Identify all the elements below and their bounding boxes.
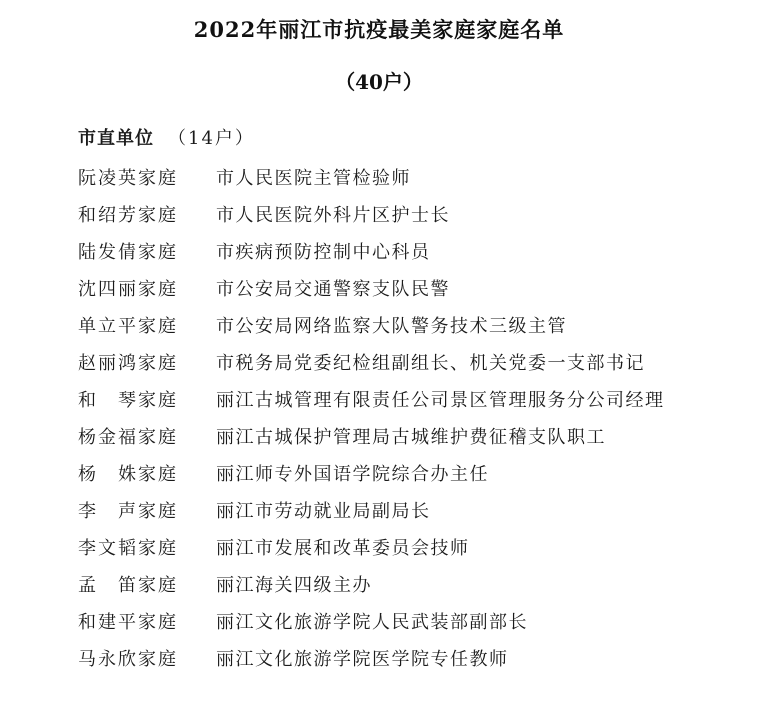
family-name: 李 声家庭 bbox=[78, 500, 178, 522]
list-item bbox=[78, 380, 738, 417]
section-name: 市直单位 bbox=[78, 128, 154, 149]
list-item bbox=[78, 306, 738, 343]
family-description: 市公安局交通警察支队民警 bbox=[216, 278, 450, 300]
list-item bbox=[78, 232, 738, 269]
family-name: 陆发倩家庭 bbox=[78, 241, 178, 263]
family-description: 丽江师专外国语学院综合办主任 bbox=[216, 463, 489, 485]
family-name: 和绍芳家庭 bbox=[78, 204, 178, 226]
family-description: 市税务局党委纪检组副组长、机关党委一支部书记 bbox=[216, 352, 645, 374]
family-description: 丽江市劳动就业局副局长 bbox=[216, 500, 431, 522]
family-name: 和 琴家庭 bbox=[78, 389, 178, 411]
family-name: 和建平家庭 bbox=[78, 611, 178, 633]
family-description: 丽江古城保护管理局古城维护费征稽支队职工 bbox=[216, 426, 606, 448]
family-name: 单立平家庭 bbox=[78, 315, 178, 337]
document-title: 2022年丽江市抗疫最美家庭家庭名单 bbox=[193, 17, 565, 42]
list-item bbox=[78, 528, 738, 565]
family-description: 丽江文化旅游学院医学院专任教师 bbox=[216, 648, 509, 670]
family-name: 沈四丽家庭 bbox=[78, 278, 178, 300]
family-description: 丽江古城管理有限责任公司景区管理服务分公司经理 bbox=[216, 389, 665, 411]
list-item bbox=[78, 195, 738, 232]
family-name: 杨 姝家庭 bbox=[78, 463, 178, 485]
family-description: 市公安局网络监察大队警务技术三级主管 bbox=[216, 315, 567, 337]
family-description: 丽江文化旅游学院人民武装部副部长 bbox=[216, 611, 528, 633]
list-item bbox=[78, 417, 738, 454]
section-header bbox=[78, 124, 255, 150]
list-item bbox=[78, 639, 738, 676]
family-name: 阮凌英家庭 bbox=[78, 167, 178, 189]
list-item bbox=[78, 269, 738, 306]
family-description: 丽江市发展和改革委员会技师 bbox=[216, 537, 470, 559]
family-name: 杨金福家庭 bbox=[78, 426, 178, 448]
list-item bbox=[78, 158, 738, 195]
family-name: 赵丽鸿家庭 bbox=[78, 352, 178, 374]
list-item bbox=[78, 565, 738, 602]
family-name: 李文韬家庭 bbox=[78, 537, 178, 559]
section-count: （14户） bbox=[168, 128, 255, 149]
list-item bbox=[78, 454, 738, 491]
list-item bbox=[78, 343, 738, 380]
family-name: 孟 笛家庭 bbox=[78, 574, 178, 596]
family-description: 丽江海关四级主办 bbox=[216, 574, 372, 596]
list-item bbox=[78, 602, 738, 639]
family-description: 市人民医院外科片区护士长 bbox=[216, 204, 450, 226]
family-list bbox=[78, 158, 738, 676]
family-description: 市人民医院主管检验师 bbox=[216, 167, 411, 189]
family-description: 市疾病预防控制中心科员 bbox=[216, 241, 431, 263]
family-name: 马永欣家庭 bbox=[78, 648, 178, 670]
list-item bbox=[78, 491, 738, 528]
document-subtitle: （40户） bbox=[335, 70, 423, 94]
